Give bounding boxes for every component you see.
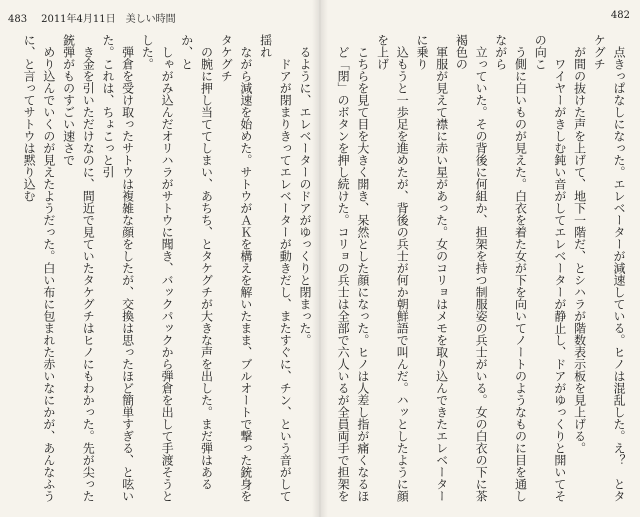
text-line: るように、エレベーターのドアがゆっくりと閉まった。 — [298, 46, 312, 346]
running-head: 2011年4月11日 美しい時間 — [41, 14, 176, 25]
text-line: ながら減速を始めた。サトウがＡＫを構えを解いたまま、ブルオートで撃った銃身をタケグチ — [219, 34, 253, 502]
text-line: が間の抜けた声を上げて、地下一階だ、とシハラが階数表示板を見上げる。 — [572, 46, 587, 454]
text-line: き金を引いただけなのに、間近で見ていたタケグチはヒノにもわかった。先が尖った銃弾がものすごい速さで — [61, 34, 96, 502]
right-page-number: 482 — [610, 10, 630, 21]
right-page — [320, 0, 640, 517]
text-line: の腕に押し当ててしまい、あちち、とタケグチが大きな声を出した。まだ弾はあるか、と — [179, 34, 214, 490]
text-line: 軍服が見えて襟に赤い星があった。女のコリョはメモを取り込んできたエレベーターに乗り — [414, 34, 449, 502]
text-line: 立っていた。その背後に何組か、担架を持つ制服姿の兵士がいる。女の白衣の下に茶褐色の — [454, 34, 489, 502]
text-line: ど「閉」のボタンを押し続けた。コリョの兵士は全部で六人いるが全員両手で担架を — [336, 46, 351, 502]
left-page-number: 483 — [8, 14, 28, 25]
text-line: 込もうと一歩足を進めたが、背後の兵士が何か朝鮮語で叫んだ。ハッとしたように顔を上げ — [375, 34, 410, 502]
text-line: 点きっぱなしになった。エレベーターが減速している。ヒノは混乱した。え？ とタケグチ — [592, 34, 626, 502]
left-page-header — [8, 10, 176, 25]
text-line: う側に白いものが見えた。白衣を着た女が下を向いてノートのようなものに目を通しながら — [493, 34, 528, 502]
text-line: ドアが閉まりきってエレベーターが動きだし、またすぐに、チン、という音がして揺れ — [258, 34, 293, 502]
right-page-body-text — [332, 34, 628, 506]
text-line: めり込んでいくのが見えたようだった。白い布に包まれた赤いなにかが、あんなふうに、と言ってサトウは黙り込む — [22, 34, 56, 502]
book-gutter — [312, 0, 328, 517]
text-line: こちらを見て目を大きく開き、呆然とした顔になった。ヒノは人差し指が痛くなるほ — [355, 46, 370, 502]
right-page-header — [611, 10, 630, 21]
text-line: ワイヤーがきしむ鈍い音がしてエレベーターが静止し、ドアがゆっくりと開いてその向こ — [533, 34, 567, 502]
left-page-body-text — [18, 34, 314, 506]
text-line: しゃがみ込んだオリハラがサトウに聞き、バックパックから弾倉を出して手渡そうとした。 — [140, 34, 175, 502]
text-line: 弾倉を受け取ったサトウは複雑な顔をしたが、交換は思ったほど簡単すぎる、と呟いた。これは、ちょこっと引 — [100, 34, 135, 502]
